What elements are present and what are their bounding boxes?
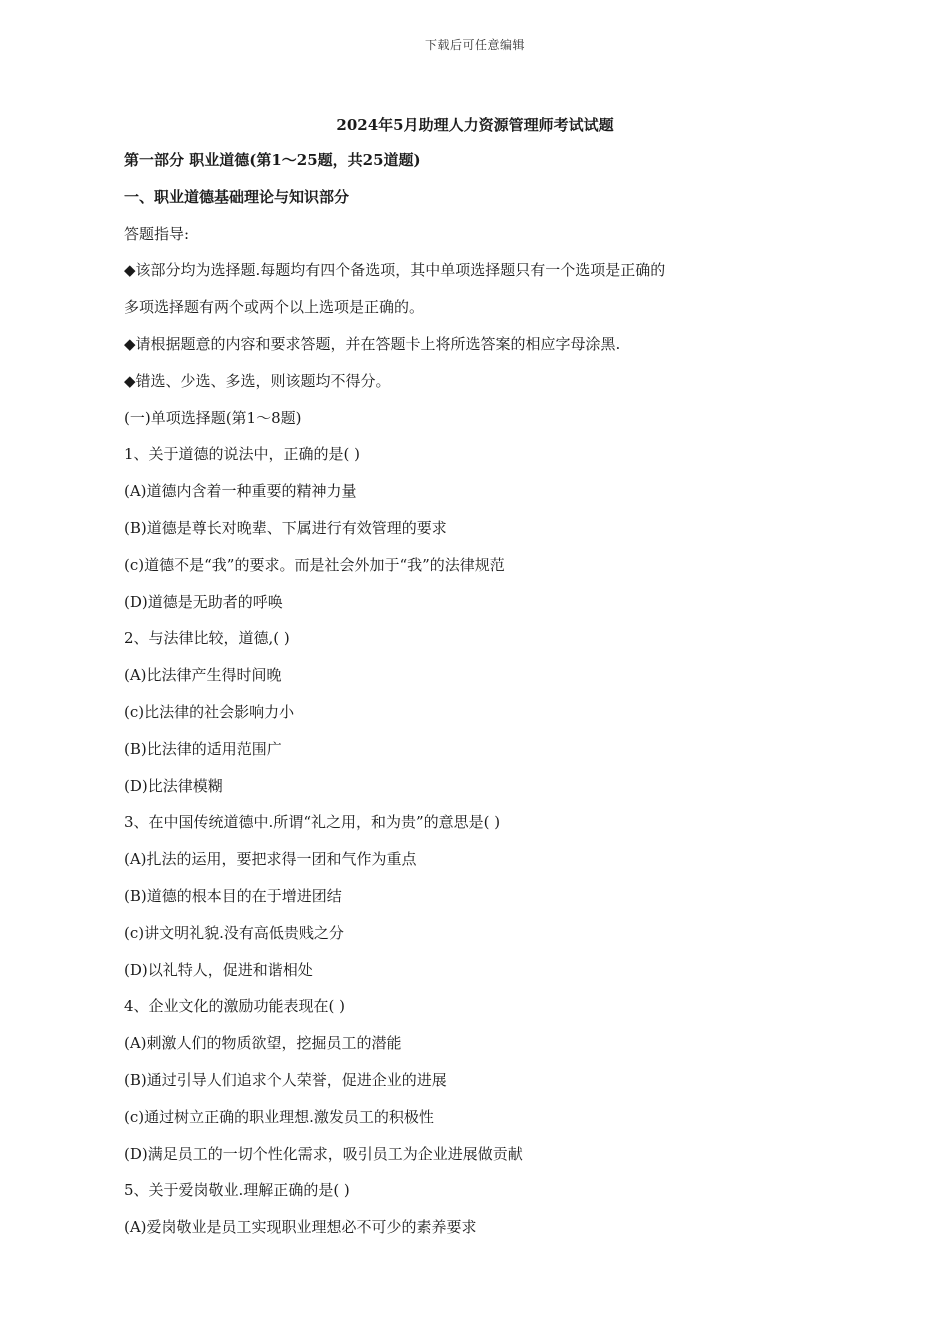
question-option: (D)以礼特人，促进和谐相处: [124, 960, 313, 979]
instructions-label: 答题指导:: [124, 224, 190, 243]
question-option: (c)道德不是“我”的要求。而是社会外加于“我”的法律规范: [124, 555, 505, 574]
question-option: (c)讲文明礼貌.没有高低贵贱之分: [124, 923, 344, 942]
instruction-line: ◆错选、少选、多选，则该题均不得分。: [124, 371, 391, 390]
question-option: (D)比法律模糊: [124, 776, 223, 795]
question-option: (D)满足员工的一切个性化需求，吸引员工为企业进展做贡献: [124, 1144, 523, 1163]
question-option: (B)通过引导人们追求个人荣誉，促进企业的进展: [124, 1070, 447, 1089]
instruction-line: 多项选择题有两个或两个以上选项是正确的。: [124, 298, 425, 317]
part-heading: 第一部分 职业道德(第1～25题，共25道题): [124, 151, 421, 169]
document-title: 2024年5月助理人力资源管理师考试试题: [336, 116, 614, 134]
question-option: (c)比法律的社会影响力小: [124, 702, 295, 721]
question-option: (B)比法律的适用范围广: [124, 739, 282, 758]
question-option: (D)道德是无助者的呼唤: [124, 592, 283, 611]
question-option: (B)道德是尊长对晚辈、下属进行有效管理的要求: [124, 518, 447, 537]
question-option: (A)道德内含着一种重要的精神力量: [124, 482, 357, 501]
document-body: [124, 150, 824, 1254]
question-option: (A)扎法的运用，要把求得一团和气作为重点: [124, 850, 417, 869]
instruction-line: ◆该部分均为选择题.每题均有四个备选项，其中单项选择题只有一个选项是正确的: [124, 261, 666, 280]
question-stem: 1、关于道德的说法中，正确的是( ): [124, 445, 361, 464]
question-option: (B)道德的根本目的在于增进团结: [124, 886, 342, 905]
question-stem: 3、在中国传统道德中.所谓“礼之用，和为贵”的意思是( ): [124, 813, 501, 832]
question-option: (A)爱岗敬业是员工实现职业理想必不可少的素养要求: [124, 1218, 477, 1237]
question-option: (A)刺激人们的物质欲望，挖掘员工的潜能: [124, 1034, 402, 1053]
question-stem: 5、关于爱岗敬业.理解正确的是( ): [124, 1181, 350, 1200]
question-option: (A)比法律产生得时间晚: [124, 666, 282, 685]
question-stem: 4、企业文化的激励功能表现在( ): [124, 997, 346, 1016]
subsection-heading: (一)单项选择题(第1～8题): [124, 408, 302, 427]
section-heading: 一、职业道德基础理论与知识部分: [124, 187, 350, 206]
question-option: (c)通过树立正确的职业理想.激发员工的积极性: [124, 1107, 434, 1126]
question-stem: 2、与法律比较，道德,( ): [124, 629, 290, 648]
instruction-line: ◆请根据题意的内容和要求答题，并在答题卡上将所选答案的相应字母涂黑.: [124, 334, 621, 353]
header-note: 下载后可任意编辑: [424, 38, 525, 52]
